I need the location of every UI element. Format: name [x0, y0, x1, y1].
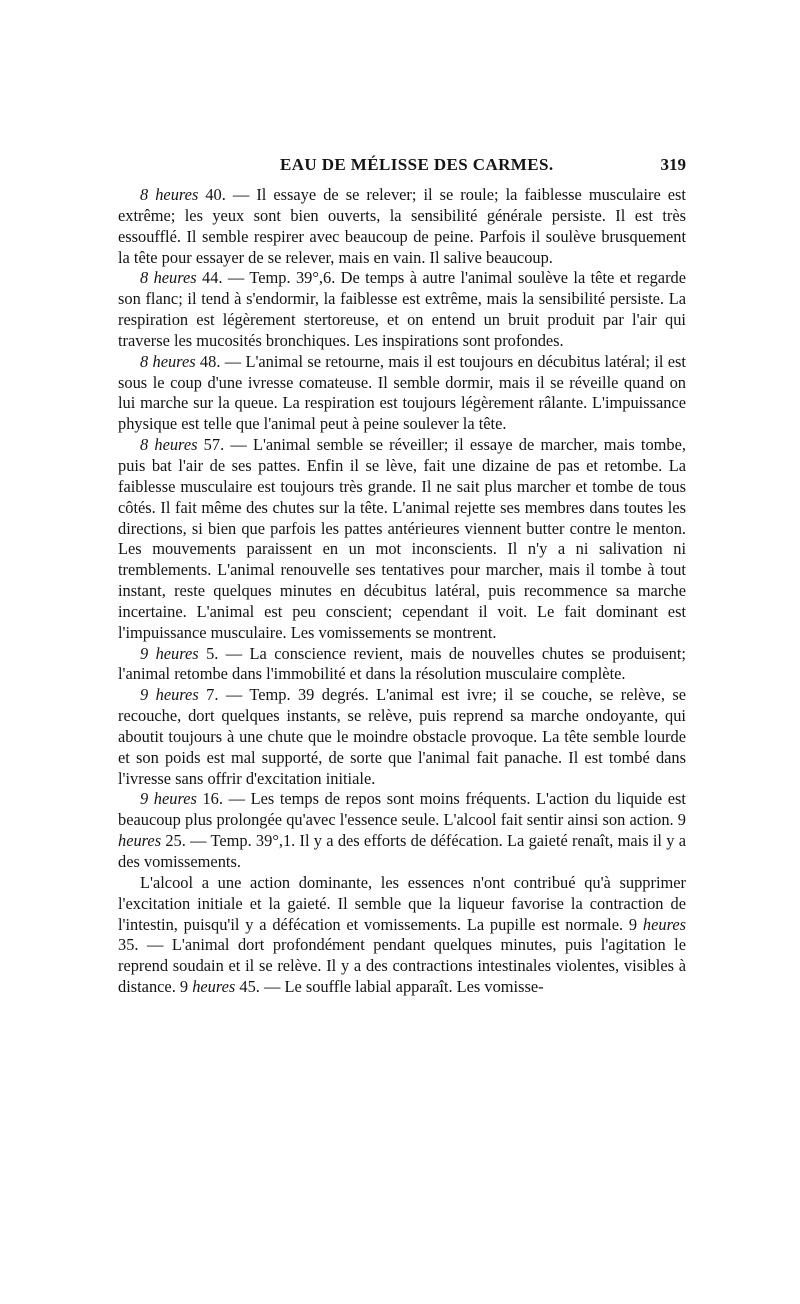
paragraph-text: 44. — Temp. 39°,6. De temps à autre l'animal soulève la tête et regarde son flanc; il tend à s'endormir, la faiblesse est extrême, mais la sensibilité persiste. La respiration est légèrement stertoreuse, et on entend un bruit produit par l'air qui traverse les mucosités bronchiques. Les inspirations sont profondes. [118, 268, 686, 350]
paragraph-9h07 [118, 685, 686, 789]
paragraph-8h44 [118, 268, 686, 351]
paragraph-text: 5. — La conscience revient, mais de nouvelles chutes se produisent; l'animal retombe dans l'immobilité et dans la résolution musculaire complète. [118, 643, 686, 684]
time-label: heures [192, 977, 236, 997]
paragraph-text: 40. — Il essaye de se relever; il se roule; la faiblesse musculaire est extrême; les yeux sont bien ouverts, la sensibilité générale persiste. Il est très essoufflé. Il semble respirer avec beaucoup de peine. Parfois il soulève brusquement la tête pour essayer de se relever, mais en vain. Il salive beaucoup. [118, 185, 686, 267]
paragraph-9h05 [118, 644, 686, 686]
time-label: 8 heures [140, 185, 199, 204]
paragraph-text: L'alcool a une action dominante, les essences n'ont contribué qu'à supprimer l'excitation initiale et la gaieté. Il semble que la liqueur favorise la contraction de l'intestin, puisqu'il y a défécation et vomissements. La pupille est normale. 9 [118, 872, 686, 934]
running-title: EAU DE MÉLISSE DES CARMES. [280, 155, 554, 174]
paragraph-text: 35. — L'animal dort profondément pendant quelques minutes, puis l'agitation le reprend soudain et il se relève. Il y a des contractions intestinales violentes, visibles à distance. 9 [118, 935, 686, 997]
paragraph-text: 7. — Temp. 39 degrés. L'animal est ivre; il se couche, se relève, se recouche, dort quelques instants, se relève, puis reprend sa marche ondoyante, qui aboutit toujours à une chute que le moindre obstacle provoque. La tête semble lourde et son poids est mal supporté, de sorte que l'animal fait panache. Il est tombé dans l'ivresse sans offrir d'excitation initiale. [118, 685, 686, 788]
paragraph-text: 25. — Temp. 39°,1. Il y a des efforts de défécation. La gaieté renaît, mais il y a des vomissements. [118, 831, 686, 871]
page-header [118, 155, 686, 179]
time-label: 8 heures [140, 351, 196, 371]
paragraph-alcool [118, 873, 686, 998]
time-label: 8 heures [140, 268, 197, 288]
time-label: 9 heures [140, 789, 197, 809]
paragraph-9h16 [118, 789, 686, 872]
paragraph-text: 48. — L'animal se retourne, mais il est toujours en décubitus latéral; il est sous le coup d'une ivresse comateuse. Il semble dormir, mais il se réveille quand on lui marche sur la queue. La respiration est toujours légèrement râlante. L'impuissance physique est telle que l'animal peut à peine soulever la tête. [118, 351, 686, 434]
time-label: 8 heures [140, 435, 198, 455]
time-label: heures [642, 914, 686, 934]
page-number: 319 [660, 155, 686, 174]
paragraph-text: 16. — Les temps de repos sont moins fréquents. L'action du liquide est beaucoup plus prolongée qu'avec l'essence seule. L'alcool fait sentir ainsi son action. 9 [118, 789, 686, 830]
page-body [118, 185, 686, 998]
paragraph-8h48 [118, 352, 686, 435]
paragraph-8h40 [118, 185, 686, 268]
time-label: 9 heures [140, 685, 199, 705]
time-label: heures [118, 831, 162, 851]
paragraph-text: 45. — Le souffle labial apparaît. Les vomisse- [235, 977, 544, 997]
paragraph-text: 57. — L'animal semble se réveiller; il essaye de marcher, mais tombe, puis bat l'air de ses pattes. Enfin il se lève, fait une dizaine de pas et retombe. La faiblesse musculaire est toujours très grande. Il ne sait plus marcher et tombe de tous côtés. Il fait même des chutes sur la tête. L'animal rejette ses membres dans toutes les directions, si bien que parfois les pattes antérieures viennent butter contre le menton. Les mouvements paraissent en un mot inconscients. Il n'y a ni salivation ni tremblements. L'animal renouvelle ses tentatives pour marcher, mais il tombe à tout instant, reste quelques minutes en décubitus latéral, puis recommence sa marche incertaine. L'animal est peu conscient; cependant il voit. Le fait dominant est l'impuissance musculaire. Les vomissements se montrent. [118, 435, 686, 642]
paragraph-8h57 [118, 435, 686, 643]
time-label: 9 heures [140, 643, 199, 663]
